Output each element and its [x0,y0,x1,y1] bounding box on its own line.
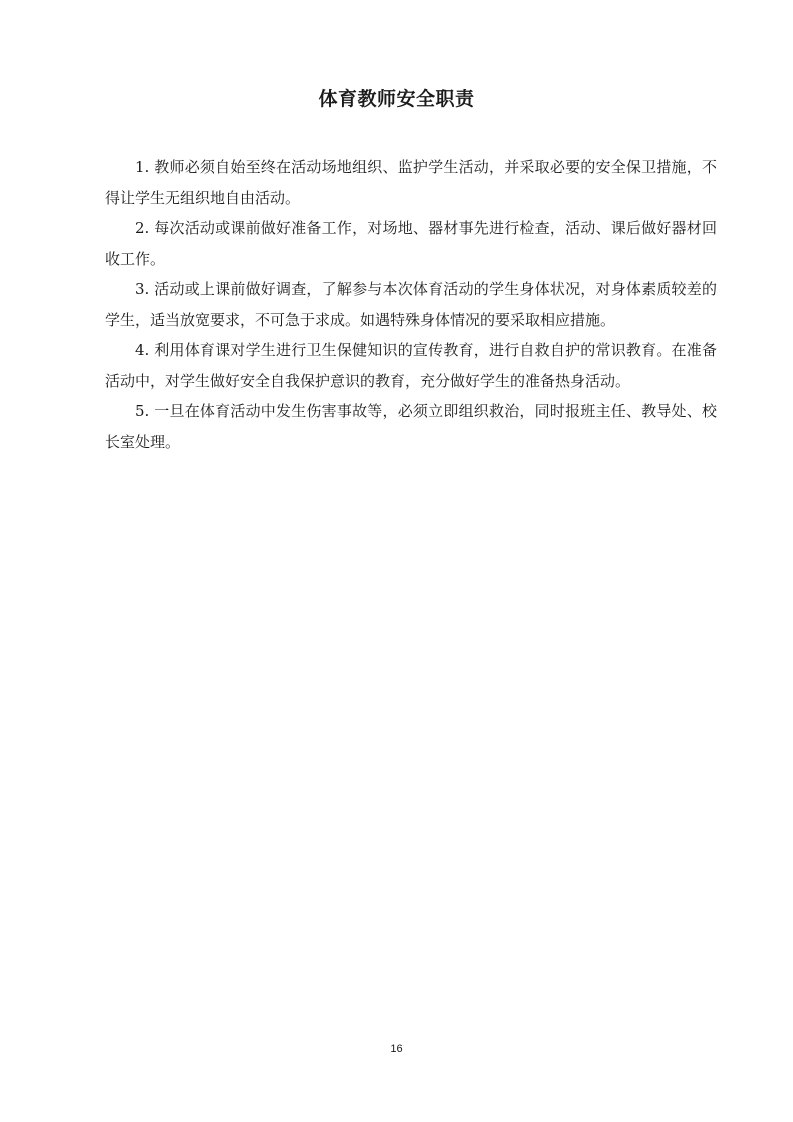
paragraph-3: 3. 活动或上课前做好调查，了解参与本次体育活动的学生身体状况，对身体素质较差的学生，适当放宽要求，不可急于求成。如遇特殊身体情况的要采取相应措施。 [105,280,717,329]
paragraph-5: 5. 一旦在体育活动中发生伤害事故等，必须立即组织救治，同时报班主任、教导处、校长室处理。 [105,402,717,451]
paragraph-4: 4. 利用体育课对学生进行卫生保健知识的宣传教育，进行自救自护的常识教育。在准备活动中，对学生做好安全自我保护意识的教育，充分做好学生的准备热身活动。 [105,341,717,390]
document-title: 体育教师安全职责 [318,88,475,110]
paragraph-1: 1. 教师必须自始至终在活动场地组织、监护学生活动，并采取必要的安全保卫措施，不得让学生无组织地自由活动。 [105,158,717,207]
page-number: 16 [390,1043,403,1055]
document-body [105,152,717,457]
paragraph-2: 2. 每次活动或课前做好准备工作，对场地、器材事先进行检查，活动、课后做好器材回收工作。 [105,219,717,268]
